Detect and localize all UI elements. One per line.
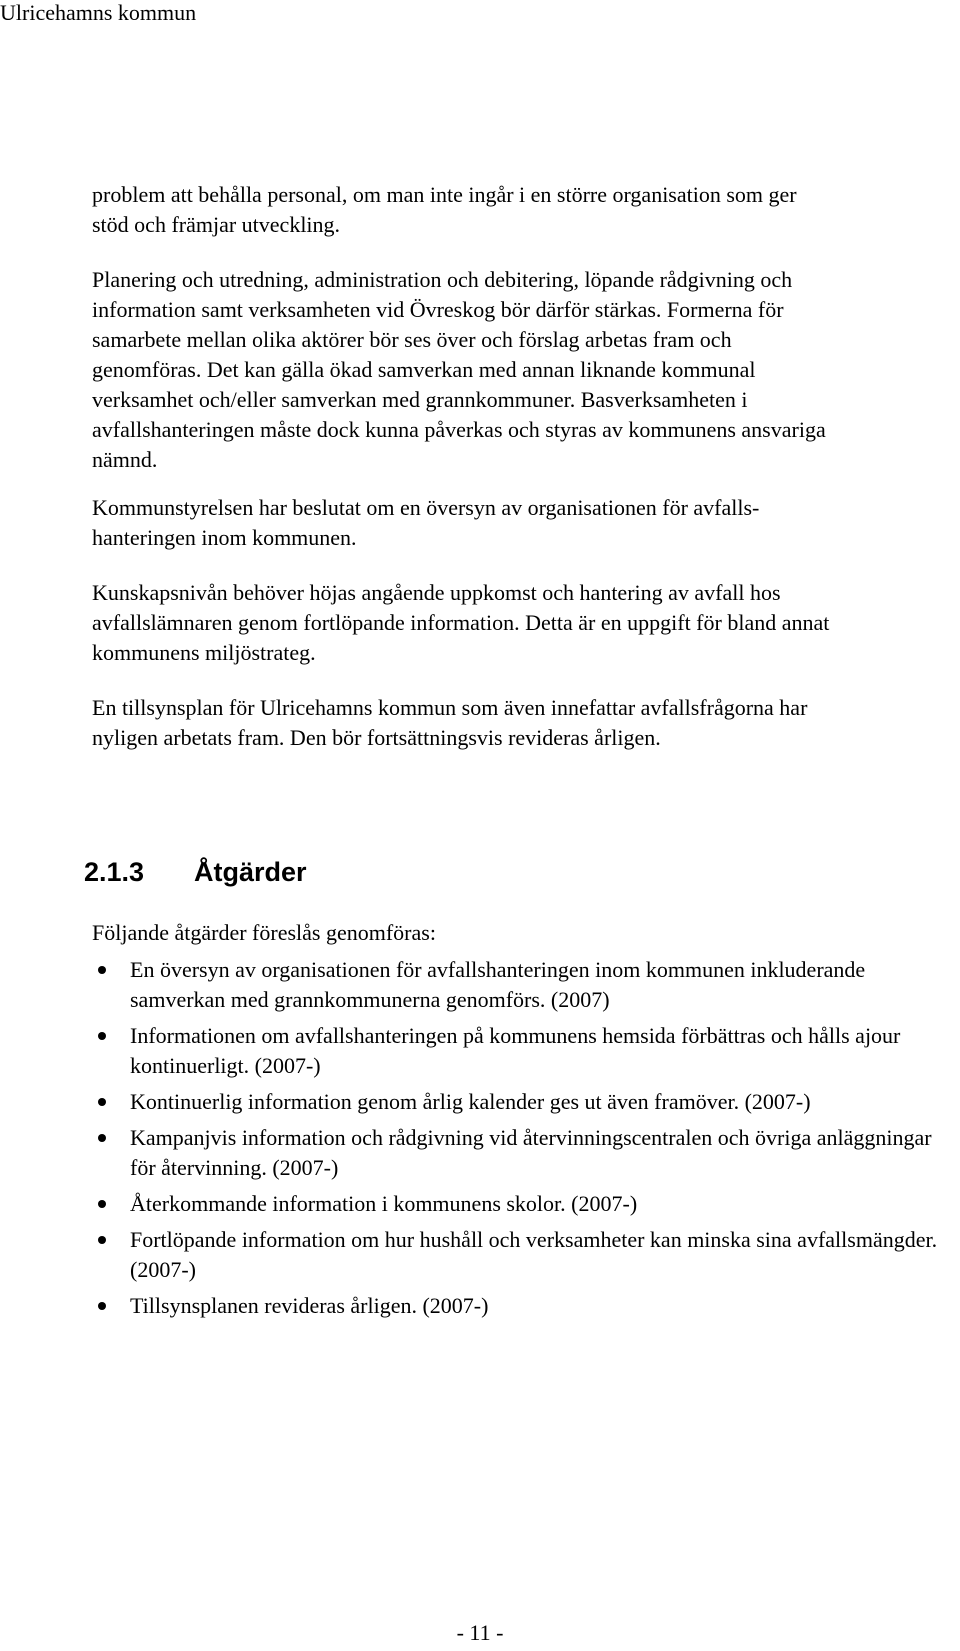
paragraph-1: problem att behålla personal, om man inte ingår i en större organisation som ger stöd och främjar utveckling. [92,182,797,237]
page-number: - 11 - [456,1620,504,1645]
paragraph-5: En tillsynsplan för Ulricehamns kommun som även innefattar avfallsfrågorna har nyligen arbetats fram. Den bör fortsättningsvis revideras årligen. [92,695,808,750]
section-title: Åtgärder [194,857,307,887]
list-item: Tillsynsplanen revideras årligen. (2007-) [0,1291,960,1321]
list-item: Återkommande information i kommunens skolor. (2007-) [0,1189,960,1219]
list-item: En översyn av organisationen för avfallshanteringen inom kommunen inkluderande samverkan med grannkommunerna genomförs. (2007) [0,955,960,1015]
section-intro: Följande åtgärder föreslås genomföras: [92,920,436,945]
paragraph-3: Kommunstyrelsen har beslutat om en översyn av organisationen för avfalls- hanteringen inom kommunen. [92,495,760,550]
paragraph-4: Kunskapsnivån behöver höjas angående uppkomst och hantering av avfall hos avfallslämnaren genom fortlöpande information. Detta är en uppgift för bland annat kommunens miljöstrateg. [92,580,830,665]
paragraph-2: Planering och utredning, administration och debitering, löpande rådgivning och information samt verksamheten vid Övreskog bör därför stärkas. Formerna för samarbete mellan olika aktörer bör ses över och förslag arbetas fram och genomföras. Det kan gälla ökad samverkan med annan liknande kommunal verksamhet och/eller samverkan med grannkommuner. Basverksamheten i avfallshanteringen måste dock kunna påverkas och styras av kommunens ansvariga nämnd. [92,267,826,472]
list-item: Fortlöpande information om hur hushåll och verksamheter kan minska sina avfallsmängder. (2007-) [0,1225,960,1285]
measures-list [0,955,960,1327]
list-item: Kontinuerlig information genom årlig kalender ges ut även framöver. (2007-) [0,1087,960,1117]
section-number: 2.1.3 [84,857,145,887]
list-item: Informationen om avfallshanteringen på kommunens hemsida förbättras och hålls ajour kontinuerligt. (2007-) [0,1021,960,1081]
list-item: Kampanjvis information och rådgivning vid återvinningscentralen och övriga anläggningar för återvinning. (2007-) [0,1123,960,1183]
document-header: Ulricehamns kommun [0,0,197,25]
section-heading [84,855,307,889]
